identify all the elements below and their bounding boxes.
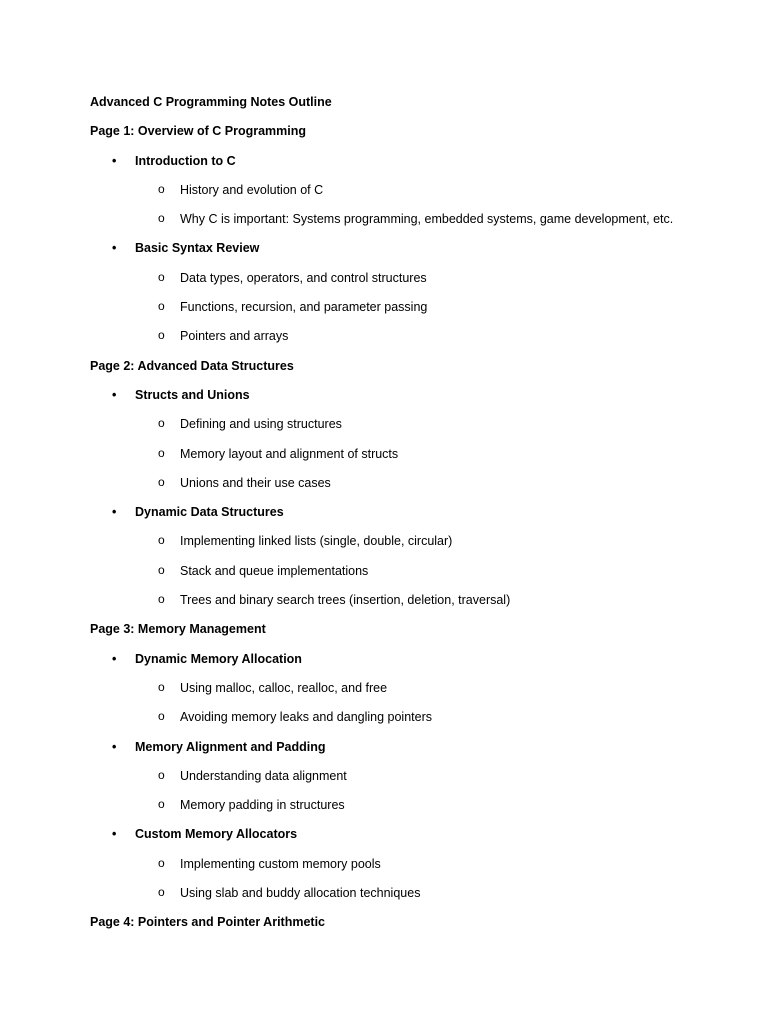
sub-bullet-icon: o [158,328,165,343]
section-heading: Page 1: Overview of C Programming [90,124,307,139]
list-item-text: Implementing custom memory pools [180,856,381,871]
topic-label: Dynamic Data Structures [135,505,284,520]
list-item [90,533,730,562]
list-item-text: Unions and their use cases [180,475,331,490]
list-item-text: Memory padding in structures [180,798,345,813]
list-item-text: Understanding data alignment [180,768,347,783]
sub-bullet-icon: o [158,416,165,431]
list-item [90,680,730,709]
list-item [90,416,730,445]
sub-bullet-icon: o [158,679,165,694]
section-heading: Page 4: Pointers and Pointer Arithmetic [90,915,326,930]
topic-label: Dynamic Memory Allocation [135,651,302,666]
list-item [90,328,730,357]
sub-bullet-icon: o [158,562,165,577]
list-item-text: Using slab and buddy allocation techniques [180,886,421,901]
topic-label: Custom Memory Allocators [135,827,298,842]
outline [90,94,730,944]
bullet-icon: • [112,651,117,666]
list-item-text: Memory layout and alignment of structs [180,446,399,461]
sub-bullet-icon: o [158,709,165,724]
list-item [90,270,730,299]
list-item [90,856,730,885]
list-item [90,563,730,592]
list-item-text: Pointers and arrays [180,329,289,344]
topic-label: Structs and Unions [135,387,250,402]
list-item [90,797,730,826]
list-item-text: Functions, recursion, and parameter passing [180,300,428,315]
sub-bullet-icon: o [158,211,165,226]
list-item-text: Avoiding memory leaks and dangling pointers [180,710,433,725]
list-item-text: History and evolution of C [180,182,324,197]
bullet-icon: • [112,387,117,402]
topic-heading [90,504,730,533]
bullet-icon: • [112,827,117,842]
topic-label: Introduction to C [135,153,236,168]
section-heading: Page 2: Advanced Data Structures [90,358,294,373]
list-item [90,446,730,475]
section-heading: Page 3: Memory Management [90,622,266,637]
list-item-text: Stack and queue implementations [180,563,369,578]
sub-bullet-icon: o [158,445,165,460]
sub-bullet-icon: o [158,533,165,548]
sub-bullet-icon: o [158,592,165,607]
bullet-icon: • [112,739,117,754]
topic-heading [90,387,730,416]
topic-label: Basic Syntax Review [135,241,260,256]
topic-heading [90,739,730,768]
list-item [90,768,730,797]
sub-bullet-icon: o [158,885,165,900]
list-item-text: Implementing linked lists (single, double, circular) [180,534,453,549]
list-item-text: Defining and using structures [180,417,342,432]
list-item [90,211,730,240]
topic-heading [90,651,730,680]
topic-label: Memory Alignment and Padding [135,739,326,754]
list-item [90,475,730,504]
list-item-text: Data types, operators, and control structures [180,270,427,285]
list-item [90,592,730,621]
sub-bullet-icon: o [158,767,165,782]
bullet-icon: • [112,505,117,520]
bullet-icon: • [112,241,117,256]
sub-bullet-icon: o [158,474,165,489]
sub-bullet-icon: o [158,299,165,314]
list-item-text: Why C is important: Systems programming, embedded systems, game development, etc. [180,212,674,227]
sub-bullet-icon: o [158,855,165,870]
list-item [90,885,730,914]
document-title: Advanced C Programming Notes Outline [90,95,332,109]
list-item [90,182,730,211]
list-item-text: Trees and binary search trees (insertion, deletion, traversal) [180,593,511,608]
list-item [90,299,730,328]
bullet-icon: • [112,153,117,168]
list-item [90,709,730,738]
sub-bullet-icon: o [158,181,165,196]
list-item-text: Using malloc, calloc, realloc, and free [180,680,388,695]
topic-heading [90,153,730,182]
sub-bullet-icon: o [158,797,165,812]
topic-heading [90,240,730,269]
sub-bullet-icon: o [158,269,165,284]
topic-heading [90,826,730,855]
